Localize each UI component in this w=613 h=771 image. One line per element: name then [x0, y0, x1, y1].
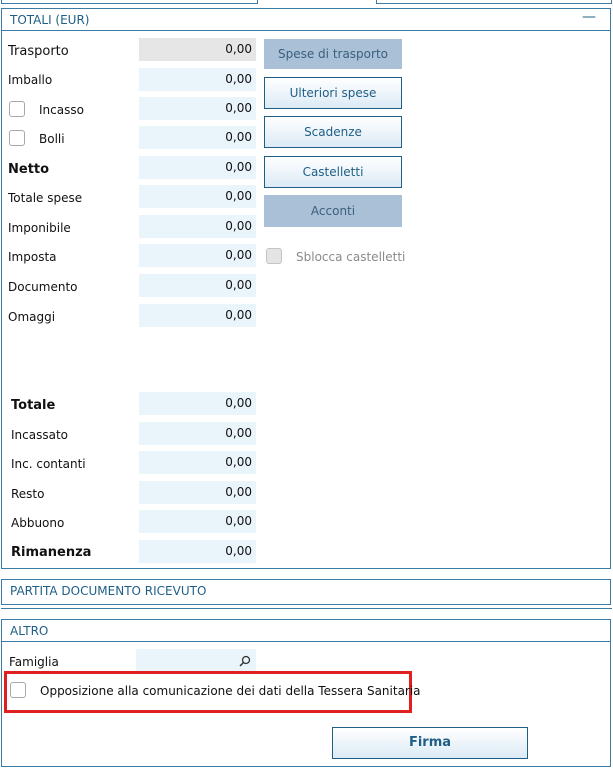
- sblocca-castelletti-checkbox[interactable]: [266, 248, 282, 264]
- label-totale-spese: Totale spese: [8, 191, 83, 205]
- label-rimanenza: Rimanenza: [11, 545, 92, 560]
- value-abbuono[interactable]: 0,00: [139, 510, 256, 533]
- label-famiglia: Famiglia: [9, 655, 59, 669]
- label-imballo: Imballo: [8, 73, 53, 87]
- value-trasporto: 0,00: [139, 38, 256, 61]
- label-abbuono: Abbuono: [11, 516, 65, 530]
- label-bolli: Bolli: [39, 132, 65, 146]
- incasso-checkbox[interactable]: [9, 101, 25, 117]
- value-imposta: 0,00: [139, 244, 256, 267]
- label-omaggi: Omaggi: [8, 310, 56, 324]
- value-netto: 0,00: [139, 156, 256, 179]
- tab-left-remnant[interactable]: [1, 0, 258, 4]
- tab-right-remnant[interactable]: [376, 0, 612, 4]
- scadenze-button[interactable]: Scadenze: [264, 116, 402, 148]
- partita-divider: [1, 608, 612, 609]
- label-inc-contanti: Inc. contanti: [11, 457, 86, 471]
- label-documento: Documento: [8, 280, 78, 294]
- value-documento: 0,00: [139, 274, 256, 297]
- ulteriori-spese-button[interactable]: Ulteriori spese: [264, 77, 402, 109]
- partita-panel: [1, 579, 611, 605]
- search-icon[interactable]: [239, 655, 251, 667]
- value-incasso[interactable]: 0,00: [139, 97, 256, 120]
- totali-panel-header: [2, 9, 610, 31]
- value-incassato[interactable]: 0,00: [139, 422, 256, 445]
- opposizione-checkbox[interactable]: [10, 682, 26, 698]
- value-rimanenza: 0,00: [139, 540, 256, 563]
- label-trasporto: Trasporto: [8, 44, 69, 59]
- bolli-checkbox[interactable]: [9, 130, 25, 146]
- firma-button[interactable]: Firma: [332, 727, 528, 759]
- sblocca-castelletti-label: Sblocca castelletti: [296, 250, 406, 264]
- collapse-icon[interactable]: —: [582, 9, 596, 25]
- altro-panel-header: [2, 620, 610, 642]
- label-incassato: Incassato: [11, 428, 68, 442]
- altro-title: ALTRO: [10, 624, 49, 638]
- value-omaggi: 0,00: [139, 304, 256, 327]
- totali-title: TOTALI (EUR): [10, 13, 90, 27]
- value-totale-spese: 0,00: [139, 185, 256, 208]
- value-inc-contanti[interactable]: 0,00: [139, 451, 256, 474]
- famiglia-field[interactable]: [136, 649, 256, 672]
- partita-panel-header[interactable]: [2, 580, 610, 602]
- partita-title: PARTITA DOCUMENTO RICEVUTO: [10, 584, 207, 598]
- value-imponibile: 0,00: [139, 215, 256, 238]
- label-resto: Resto: [11, 487, 45, 501]
- castelletti-button[interactable]: Castelletti: [264, 156, 402, 188]
- value-imballo[interactable]: 0,00: [139, 68, 256, 91]
- value-bolli[interactable]: 0,00: [139, 126, 256, 149]
- label-totale: Totale: [11, 398, 56, 413]
- label-incasso: Incasso: [39, 103, 84, 117]
- value-resto: 0,00: [139, 481, 256, 504]
- label-imposta: Imposta: [8, 250, 57, 264]
- value-totale: 0,00: [139, 392, 256, 415]
- label-imponibile: Imponibile: [8, 221, 71, 235]
- opposizione-label: Opposizione alla comunicazione dei dati della Tessera Sanitaria: [40, 684, 421, 698]
- label-netto: Netto: [8, 162, 50, 177]
- acconti-button[interactable]: Acconti: [264, 195, 402, 227]
- spese-trasporto-button[interactable]: Spese di trasporto: [264, 39, 402, 69]
